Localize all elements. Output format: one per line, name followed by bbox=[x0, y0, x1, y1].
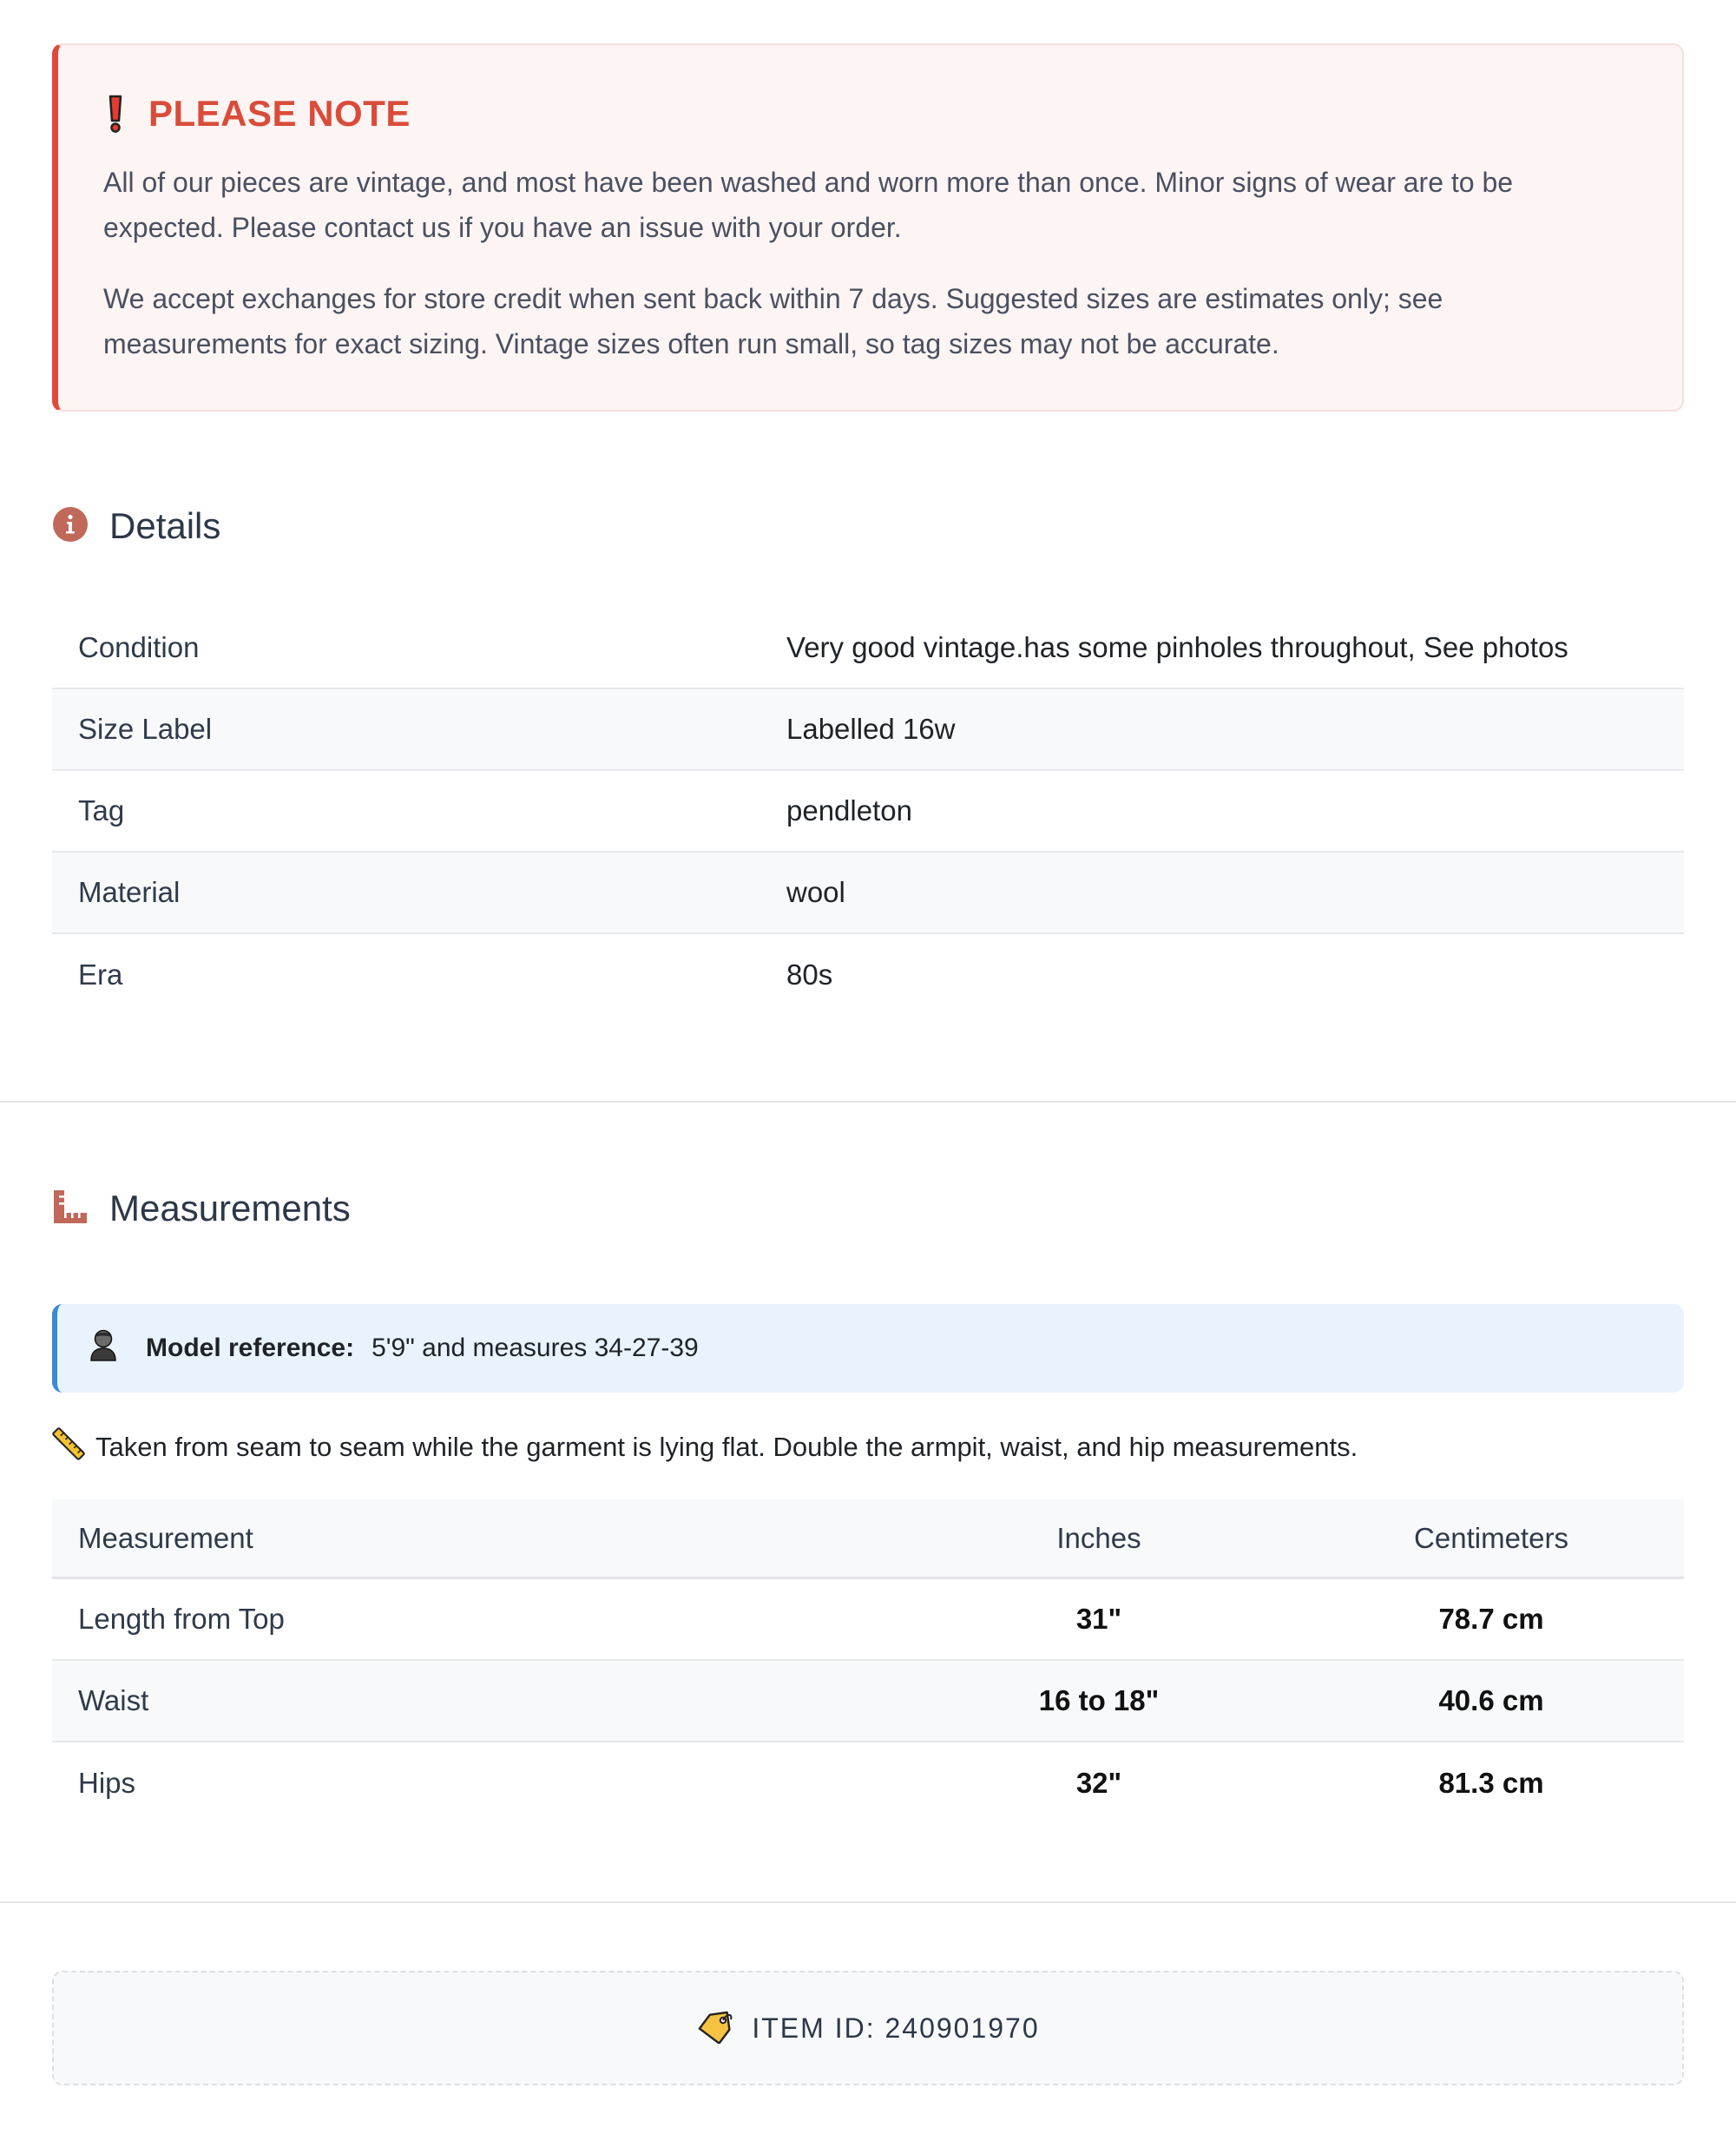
table-row bbox=[52, 689, 1684, 771]
measurements-table bbox=[52, 1499, 1684, 1824]
column-header: Measurement bbox=[78, 1521, 253, 1554]
item-id-box bbox=[52, 1971, 1684, 2085]
table-row bbox=[52, 608, 1684, 689]
measurements-title: Measurements bbox=[109, 1188, 351, 1228]
measurement-name: Length from Top bbox=[78, 1603, 285, 1635]
detail-value: Labelled 16w bbox=[786, 713, 956, 745]
details-title: Details bbox=[109, 505, 221, 546]
measurement-inches: 16 to 18" bbox=[1038, 1684, 1160, 1716]
measurement-inches: 32" bbox=[1075, 1767, 1122, 1799]
detail-value: wool bbox=[786, 876, 845, 908]
measurement-name: Hips bbox=[78, 1767, 136, 1799]
column-header: Inches bbox=[1056, 1521, 1141, 1554]
table-header-row bbox=[52, 1499, 1684, 1579]
details-table bbox=[52, 608, 1684, 1016]
detail-value: 80s bbox=[786, 958, 833, 991]
section-divider bbox=[0, 1101, 1736, 1103]
tag-icon bbox=[696, 2009, 734, 2048]
notice-paragraph-1: All of our pieces are vintage, and most have been washed and worn more than once. Minor signs of wear are to be expected. Please contact us if you have an issue with your order. bbox=[103, 167, 1514, 243]
detail-value: Very good vintage.has some pinholes throughout, See photos bbox=[786, 631, 1568, 663]
measurement-cm: 78.7 cm bbox=[1438, 1603, 1544, 1635]
table-row bbox=[52, 1579, 1684, 1661]
detail-label: Material bbox=[78, 876, 181, 908]
exclamation-icon bbox=[103, 95, 128, 133]
measurements-header bbox=[52, 1188, 351, 1229]
section-divider bbox=[0, 1901, 1736, 1903]
table-row bbox=[52, 1661, 1684, 1742]
detail-label: Size Label bbox=[78, 713, 213, 745]
measurement-cm: 40.6 cm bbox=[1438, 1684, 1544, 1716]
item-id-text: ITEM ID: 240901970 bbox=[752, 2012, 1040, 2044]
detail-label: Era bbox=[78, 958, 123, 991]
notice-header bbox=[103, 92, 1634, 135]
model-reference-label: Model reference: bbox=[146, 1334, 355, 1362]
column-header: Centimeters bbox=[1414, 1521, 1568, 1554]
detail-value: pendleton bbox=[786, 794, 912, 827]
info-icon bbox=[52, 506, 89, 547]
table-row bbox=[52, 771, 1684, 853]
detail-label: Condition bbox=[78, 631, 200, 663]
person-icon bbox=[89, 1327, 118, 1369]
table-row bbox=[52, 1742, 1684, 1824]
notice-paragraph-2: We accept exchanges for store credit when sent back within 7 days. Suggested sizes are estimates only; see measurements for exact sizing. Vintage sizes often run small, so tag sizes may not be accurate. bbox=[103, 283, 1443, 359]
model-reference-value: 5'9" and measures 34-27-39 bbox=[372, 1334, 699, 1362]
detail-label: Tag bbox=[78, 794, 125, 827]
notice-title: PLEASE NOTE bbox=[148, 93, 411, 134]
model-reference-box bbox=[52, 1304, 1684, 1393]
measurement-name: Waist bbox=[78, 1684, 149, 1716]
measurement-instruction bbox=[52, 1427, 1358, 1467]
ruler-icon bbox=[52, 1427, 85, 1467]
measurement-cm: 81.3 cm bbox=[1438, 1767, 1544, 1799]
table-row bbox=[52, 853, 1684, 934]
table-row bbox=[52, 934, 1684, 1016]
notice-box bbox=[52, 43, 1684, 412]
measurement-inches: 31" bbox=[1075, 1603, 1122, 1635]
instruction-text: Taken from seam to seam while the garment is lying flat. Double the armpit, waist, and hip measurements. bbox=[95, 1432, 1358, 1462]
details-header bbox=[52, 505, 220, 547]
ruler-icon bbox=[52, 1189, 89, 1229]
